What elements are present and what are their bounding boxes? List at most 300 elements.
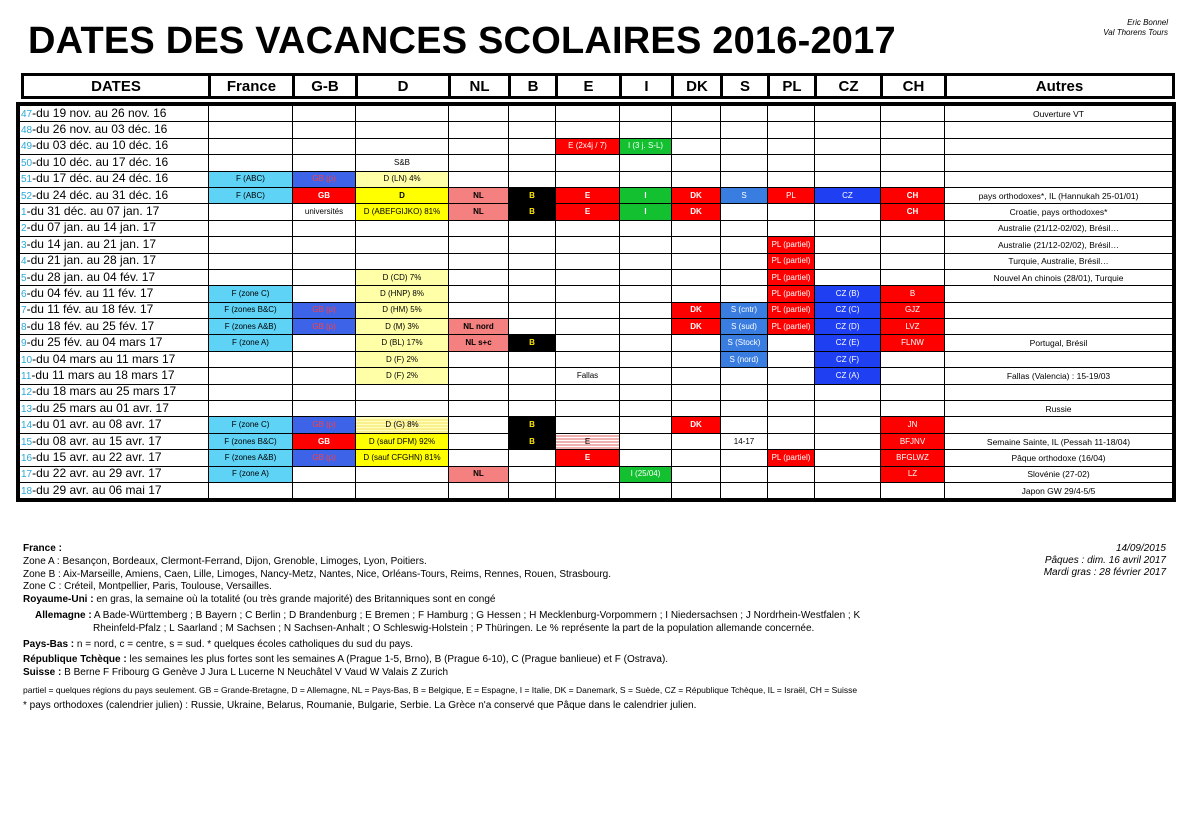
date-range: du 07 jan. au 14 jan. 17	[30, 220, 156, 235]
cell-cz	[815, 138, 881, 154]
cell-ch	[881, 401, 945, 417]
cell-gb: GB (p)	[293, 302, 356, 318]
cell-pl: PL (partiel)	[768, 319, 815, 335]
cell-dk	[672, 138, 721, 154]
cell-pl: PL	[768, 187, 815, 203]
cell-autres: Nouvel An chinois (28/01), Turquie	[945, 269, 1173, 285]
cell-pl	[768, 106, 815, 122]
cell-ch	[881, 155, 945, 171]
cell-ch	[881, 482, 945, 498]
cell-dk	[672, 269, 721, 285]
cell-pl	[768, 401, 815, 417]
cell-cz	[815, 417, 881, 433]
cell-nl	[449, 220, 509, 236]
cell-b: B	[509, 335, 556, 351]
cell-ch: CH	[881, 187, 945, 203]
cell-s	[721, 204, 768, 220]
notes-france-heading: France :	[23, 543, 62, 554]
cell-ch: LZ	[881, 466, 945, 482]
cell-i	[620, 122, 672, 138]
cell-pl: PL (partiel)	[768, 286, 815, 302]
cell-dk	[672, 482, 721, 498]
cell-nl: NL	[449, 204, 509, 220]
col-header-dates: DATES	[23, 75, 210, 98]
cell-d: D (HM) 5%	[356, 302, 449, 318]
cell-ch	[881, 171, 945, 187]
week-number: 2	[21, 223, 27, 235]
date-range: du 03 déc. au 10 déc. 16	[36, 138, 169, 153]
cell-pl	[768, 220, 815, 236]
cell-i	[620, 106, 672, 122]
cell-s	[721, 220, 768, 236]
cell-gb: GB (p)	[293, 319, 356, 335]
cell-gb	[293, 482, 356, 498]
cell-e	[556, 106, 620, 122]
table-row	[20, 106, 1173, 122]
cell-cz: CZ (D)	[815, 319, 881, 335]
author-org: Val Thorens Tours	[1103, 28, 1168, 37]
notes-de	[23, 610, 1023, 623]
cell-autres	[945, 286, 1173, 302]
col-header-e: E	[557, 75, 621, 98]
cell-e	[556, 384, 620, 400]
date-range: du 01 avr. au 08 avr. 17	[36, 417, 162, 432]
week-number: 7	[21, 305, 27, 317]
cell-b	[509, 286, 556, 302]
cell-autres	[945, 351, 1173, 367]
col-header-gb: G-B	[294, 75, 357, 98]
cell-gb	[293, 122, 356, 138]
cell-dates: 11-du 11 mars au 18 mars 17	[20, 368, 209, 384]
table-row	[20, 171, 1173, 187]
col-header-nl: NL	[450, 75, 510, 98]
cell-ch	[881, 351, 945, 367]
date-range: du 04 fév. au 11 fév. 17	[30, 285, 154, 300]
cell-france	[209, 351, 293, 367]
cell-france	[209, 269, 293, 285]
date-range: du 29 avr. au 06 mai 17	[36, 482, 162, 497]
cell-cz: CZ (C)	[815, 302, 881, 318]
notes-nl-label: Pays-Bas :	[23, 638, 75, 650]
cell-s	[721, 368, 768, 384]
cell-i	[620, 302, 672, 318]
cell-dk	[672, 286, 721, 302]
cell-s	[721, 269, 768, 285]
cell-cz	[815, 450, 881, 466]
cell-france: F (ABC)	[209, 171, 293, 187]
col-header-dk: DK	[673, 75, 722, 98]
cell-s	[721, 171, 768, 187]
cell-s	[721, 286, 768, 302]
cell-dk: DK	[672, 187, 721, 203]
cell-gb	[293, 220, 356, 236]
table-row	[20, 335, 1173, 351]
cell-cz: CZ (A)	[815, 368, 881, 384]
cell-cz	[815, 171, 881, 187]
cell-ch: FLNW	[881, 335, 945, 351]
notes-cz-label: République Tchèque :	[23, 654, 127, 666]
cell-pl	[768, 368, 815, 384]
cell-d: D (F) 2%	[356, 351, 449, 367]
cell-france: F (zone C)	[209, 286, 293, 302]
cell-e	[556, 302, 620, 318]
table-row	[20, 319, 1173, 335]
cell-i	[620, 482, 672, 498]
date-range: du 25 mars au 01 avr. 17	[36, 400, 169, 415]
table-row	[20, 384, 1173, 400]
cell-nl	[449, 302, 509, 318]
cell-dates: 14-du 01 avr. au 08 avr. 17	[20, 417, 209, 433]
cell-s	[721, 466, 768, 482]
cell-france: F (zone A)	[209, 466, 293, 482]
week-number: 5	[21, 272, 27, 284]
cell-dates: 51-du 17 déc. au 24 déc. 16	[20, 171, 209, 187]
cell-b	[509, 466, 556, 482]
cell-s	[721, 450, 768, 466]
cell-e	[556, 466, 620, 482]
cell-gb	[293, 106, 356, 122]
cell-i	[620, 220, 672, 236]
cell-dk	[672, 466, 721, 482]
cell-e: E	[556, 433, 620, 449]
cell-dates: 17-du 22 avr. au 29 avr. 17	[20, 466, 209, 482]
date-range: du 22 avr. au 29 avr. 17	[36, 466, 162, 481]
notes-cz	[23, 654, 1023, 667]
cell-e: Fallas	[556, 368, 620, 384]
cell-dates: 3-du 14 jan. au 21 jan. 17	[20, 237, 209, 253]
cell-i	[620, 171, 672, 187]
cell-i	[620, 319, 672, 335]
cell-gb	[293, 138, 356, 154]
cell-s	[721, 253, 768, 269]
cell-d: D (LN) 4%	[356, 171, 449, 187]
cell-s	[721, 482, 768, 498]
table-row	[20, 482, 1173, 498]
cell-pl	[768, 138, 815, 154]
cell-d	[356, 384, 449, 400]
cell-dates: 49-du 03 déc. au 10 déc. 16	[20, 138, 209, 154]
cell-b	[509, 302, 556, 318]
week-number: 12	[21, 387, 33, 399]
paques-date: Pâques : dim. 16 avril 2017	[1044, 555, 1166, 566]
cell-e	[556, 319, 620, 335]
cell-b	[509, 171, 556, 187]
col-header-i: I	[621, 75, 673, 98]
cell-e: E	[556, 204, 620, 220]
cell-france: F (zones A&B)	[209, 450, 293, 466]
cell-dk	[672, 220, 721, 236]
cell-b	[509, 138, 556, 154]
cell-autres: Fallas (Valencia) : 15-19/03	[945, 368, 1173, 384]
cell-autres	[945, 155, 1173, 171]
cell-dates: 50-du 10 déc. au 17 déc. 16	[20, 155, 209, 171]
cell-nl	[449, 106, 509, 122]
cell-cz	[815, 466, 881, 482]
cell-autres: Semaine Sainte, IL (Pessah 11-18/04)	[945, 433, 1173, 449]
cell-france	[209, 253, 293, 269]
cell-b	[509, 319, 556, 335]
cell-pl	[768, 417, 815, 433]
cell-ch: GJZ	[881, 302, 945, 318]
week-number: 17	[21, 469, 33, 481]
cell-pl	[768, 204, 815, 220]
cell-b	[509, 450, 556, 466]
table-row	[20, 417, 1173, 433]
cell-cz	[815, 204, 881, 220]
cell-ch: BFGLWZ	[881, 450, 945, 466]
cell-autres	[945, 138, 1173, 154]
week-number: 11	[21, 370, 32, 382]
cell-dk	[672, 433, 721, 449]
cell-nl	[449, 368, 509, 384]
cell-e	[556, 482, 620, 498]
cell-ch	[881, 253, 945, 269]
cell-dk	[672, 335, 721, 351]
cell-ch: JN	[881, 417, 945, 433]
page-title: DATES DES VACANCES SCOLAIRES 2016-2017	[28, 20, 896, 62]
cell-e	[556, 155, 620, 171]
cell-ch	[881, 106, 945, 122]
cell-gb	[293, 237, 356, 253]
notes-legend: partiel = quelques régions du pays seulement. GB = Grande-Bretagne, D = Allemagne, NL = Pays-Bas, B = Belgique, E = Espagne, I = Italie, DK = Danemark, S = Suède, CZ = République Tchèque, IL = Israël, CH = Suisse	[23, 684, 858, 695]
table-row	[20, 187, 1173, 203]
date-range: du 08 avr. au 15 avr. 17	[36, 433, 162, 448]
cell-d: D	[356, 187, 449, 203]
cell-b: B	[509, 433, 556, 449]
cell-ch	[881, 368, 945, 384]
cell-gb	[293, 401, 356, 417]
column-header-table	[21, 73, 1175, 99]
cell-dk	[672, 122, 721, 138]
cell-dates: 8-du 18 fév. au 25 fév. 17	[20, 319, 209, 335]
cell-dk	[672, 155, 721, 171]
notes-ch	[23, 667, 1023, 680]
cell-dates: 48-du 26 nov. au 03 déc. 16	[20, 122, 209, 138]
cell-b	[509, 351, 556, 367]
week-number: 4	[21, 256, 27, 268]
cell-cz	[815, 253, 881, 269]
cell-b	[509, 384, 556, 400]
cell-cz	[815, 155, 881, 171]
cell-b: B	[509, 187, 556, 203]
cell-d: D (sauf DFM) 92%	[356, 433, 449, 449]
cell-pl: PL (partiel)	[768, 450, 815, 466]
cell-autres	[945, 122, 1173, 138]
date-range: du 28 jan. au 04 fév. 17	[30, 269, 156, 284]
notes-ch-label: Suisse :	[23, 667, 62, 679]
cell-gb: GB (p)	[293, 417, 356, 433]
cell-nl	[449, 384, 509, 400]
cell-nl	[449, 122, 509, 138]
doc-date: 14/09/2015	[1115, 543, 1166, 554]
table-row	[20, 450, 1173, 466]
cell-s: S (sud)	[721, 319, 768, 335]
cell-autres	[945, 319, 1173, 335]
col-header-cz: CZ	[816, 75, 882, 98]
cell-e	[556, 220, 620, 236]
cell-pl	[768, 171, 815, 187]
cell-i	[620, 335, 672, 351]
cell-e: E	[556, 450, 620, 466]
week-number: 6	[21, 288, 27, 300]
table-row	[20, 466, 1173, 482]
notes-cz-text: les semaines les plus fortes sont les semaines A (Prague 1-5, Brno), B (Prague 6-10), C (Prague banlieue) et F (Ostrava).	[126, 654, 669, 666]
cell-b: B	[509, 204, 556, 220]
date-range: du 19 nov. au 26 nov. 16	[36, 105, 167, 120]
cell-b: B	[509, 417, 556, 433]
cell-d: D (ABEFGIJKO) 81%	[356, 204, 449, 220]
cell-d	[356, 138, 449, 154]
cell-i	[620, 155, 672, 171]
cell-e	[556, 122, 620, 138]
cell-dk: DK	[672, 204, 721, 220]
col-header-d: D	[357, 75, 450, 98]
cell-i	[620, 286, 672, 302]
cell-dk	[672, 237, 721, 253]
cell-france	[209, 155, 293, 171]
table-row	[20, 433, 1173, 449]
cell-pl: PL (partiel)	[768, 253, 815, 269]
cell-s	[721, 138, 768, 154]
week-number: 10	[21, 354, 33, 366]
cell-nl	[449, 237, 509, 253]
cell-dates: 52-du 24 déc. au 31 déc. 16	[20, 187, 209, 203]
cell-nl: NL nord	[449, 319, 509, 335]
cell-nl: NL	[449, 187, 509, 203]
cell-pl: PL (partiel)	[768, 302, 815, 318]
cell-france: F (zone A)	[209, 335, 293, 351]
table-row	[20, 269, 1173, 285]
week-number: 18	[21, 485, 33, 497]
week-number: 49	[21, 141, 33, 153]
cell-e	[556, 237, 620, 253]
cell-autres	[945, 171, 1173, 187]
date-range: du 04 mars au 11 mars 17	[36, 351, 176, 366]
cell-autres: Croatie, pays orthodoxes*	[945, 204, 1173, 220]
notes-ch-text: B Berne F Fribourg G Genève J Jura L Lucerne N Neuchâtel V Vaud W Valais Z Zurich	[61, 667, 449, 679]
cell-e	[556, 351, 620, 367]
date-range: du 24 déc. au 31 déc. 16	[36, 187, 169, 202]
cell-e	[556, 269, 620, 285]
cell-s	[721, 417, 768, 433]
col-header-b: B	[510, 75, 557, 98]
cell-autres: Turquie, Australie, Brésil…	[945, 253, 1173, 269]
notes-zone-a: Zone A : Besançon, Bordeaux, Clermont-Ferrand, Dijon, Grenoble, Limoges, Lyon, Poitiers.	[23, 555, 427, 567]
col-header-s: S	[722, 75, 769, 98]
cell-e	[556, 171, 620, 187]
cell-i	[620, 368, 672, 384]
cell-pl	[768, 335, 815, 351]
cell-gb	[293, 253, 356, 269]
date-range: du 11 mars au 18 mars 17	[35, 367, 175, 382]
table-row	[20, 138, 1173, 154]
table-row	[20, 204, 1173, 220]
cell-e: E	[556, 187, 620, 203]
cell-nl: NL s+c	[449, 335, 509, 351]
cell-autres: Russie	[945, 401, 1173, 417]
cell-cz	[815, 269, 881, 285]
cell-pl	[768, 155, 815, 171]
cell-s	[721, 384, 768, 400]
cell-d: D (M) 3%	[356, 319, 449, 335]
notes-uk-text: en gras, la semaine où la totalité (ou très grande majorité) des Britanniques sont en congé	[93, 594, 496, 606]
cell-b	[509, 482, 556, 498]
cell-s: S	[721, 187, 768, 203]
table-row	[20, 237, 1173, 253]
cell-gb	[293, 335, 356, 351]
vacation-table	[19, 105, 1173, 499]
table-row	[20, 302, 1173, 318]
cell-autres	[945, 302, 1173, 318]
cell-nl	[449, 253, 509, 269]
week-number: 16	[21, 452, 33, 464]
cell-b	[509, 368, 556, 384]
cell-france	[209, 204, 293, 220]
cell-ch	[881, 237, 945, 253]
cell-nl	[449, 171, 509, 187]
cell-nl	[449, 433, 509, 449]
cell-i	[620, 450, 672, 466]
cell-d: D (G) 8%	[356, 417, 449, 433]
cell-france: F (zones B&C)	[209, 433, 293, 449]
week-number: 51	[21, 174, 33, 186]
cell-pl	[768, 466, 815, 482]
cell-e	[556, 253, 620, 269]
cell-dk	[672, 171, 721, 187]
side-info	[1044, 543, 1166, 579]
table-row	[20, 122, 1173, 138]
cell-s	[721, 106, 768, 122]
cell-gb	[293, 269, 356, 285]
cell-autres: Australie (21/12-02/02), Brésil…	[945, 237, 1173, 253]
notes-zone-c: Zone C : Créteil, Montpellier, Paris, Toulouse, Versailles.	[23, 581, 272, 593]
cell-nl	[449, 138, 509, 154]
cell-i: I (3 j. S-L)	[620, 138, 672, 154]
cell-nl	[449, 401, 509, 417]
cell-dk	[672, 384, 721, 400]
mardi-gras-date: Mardi gras : 28 février 2017	[1043, 567, 1166, 578]
cell-s	[721, 237, 768, 253]
table-row	[20, 286, 1173, 302]
cell-gb	[293, 155, 356, 171]
cell-b	[509, 106, 556, 122]
cell-gb	[293, 351, 356, 367]
cell-cz	[815, 220, 881, 236]
cell-b	[509, 269, 556, 285]
col-header-ch: CH	[882, 75, 946, 98]
cell-i	[620, 351, 672, 367]
cell-dates: 15-du 08 avr. au 15 avr. 17	[20, 433, 209, 449]
cell-france: F (zones A&B)	[209, 319, 293, 335]
cell-d: S&B	[356, 155, 449, 171]
cell-france	[209, 482, 293, 498]
column-header-row	[23, 75, 1174, 98]
cell-s: 14-17	[721, 433, 768, 449]
date-range: du 18 mars au 25 mars 17	[36, 384, 177, 399]
cell-d	[356, 401, 449, 417]
cell-cz	[815, 237, 881, 253]
notes-uk-label: Royaume-Uni :	[23, 594, 94, 606]
cell-ch: CH	[881, 204, 945, 220]
cell-d	[356, 466, 449, 482]
cell-ch: B	[881, 286, 945, 302]
cell-d	[356, 220, 449, 236]
cell-s	[721, 122, 768, 138]
cell-d: D (BL) 17%	[356, 335, 449, 351]
cell-d	[356, 122, 449, 138]
cell-france	[209, 368, 293, 384]
cell-i	[620, 417, 672, 433]
